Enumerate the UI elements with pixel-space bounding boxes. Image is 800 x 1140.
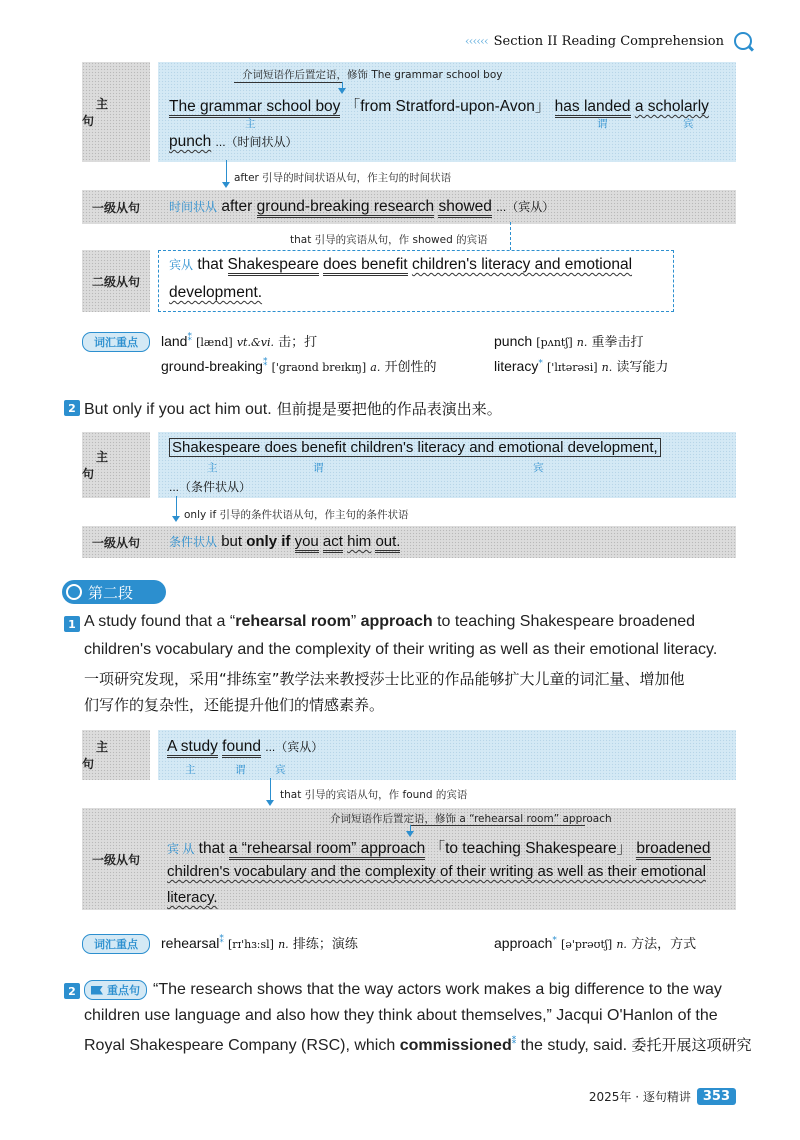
vocab-badge-2: 词汇重点 [82, 934, 150, 954]
para-1-zh-1: 一项研究发现，采用“排练室”教学法来教授莎士比亚的作品能够扩大儿童的词汇量、增加他 [84, 670, 685, 688]
conj-after: after [221, 198, 253, 215]
predicate-phrase: has landed [555, 98, 631, 118]
arrow-down-3b [410, 825, 411, 835]
sub1-hint: ...（宾从） [496, 200, 555, 214]
note-postmodifier-1: 介词短语作后置定语，修饰 The grammar school boy [242, 69, 503, 81]
gram-subj-3: 主 [185, 764, 196, 776]
arrow-down-3 [270, 778, 271, 804]
label-sub1-2: 一级从句 [91, 535, 140, 550]
tag-time-clause: 时间状从 [169, 200, 218, 214]
sub1-sentence-3-line2: children's vocabulary and the complexity of their writing as well as their emotional [167, 863, 706, 880]
vocab-item-punch: punch [pʌntʃ] n. 重拳击打 [494, 333, 644, 350]
note-postmodifier-3: 介词短语作后置定语，修饰 a “rehearsal room” approach [330, 813, 612, 825]
para-number-1: 1 [64, 616, 80, 632]
para-2-line-3: Royal Shakespeare Company (RSC), which commissioned⁑ the study, said. 委托开展这项研究 [84, 1035, 752, 1054]
tag-condition-clause: 条件状从 [169, 535, 218, 549]
dash-connector-1 [510, 222, 511, 250]
conj-that: that [197, 256, 224, 273]
sentence-2 [84, 398, 502, 419]
postmodifier-phrase: 「from Stratford-upon-Avon」 [344, 98, 551, 115]
bracket-line-1 [234, 82, 342, 83]
sub2-sentence [169, 256, 632, 274]
sub2-object-end: development. [169, 284, 263, 301]
vocab-item-ground-breaking: ground-breaking⁑ ['graʊnd breɪkɪŋ] a. 开创性的 [161, 358, 437, 375]
arrow-down-1b [226, 160, 227, 186]
vocab-item-literacy: literacy* ['lɪtərəsi] n. 读写能力 [494, 358, 669, 375]
page-number: 353 [697, 1088, 736, 1105]
sub1-predicate: showed [438, 198, 491, 218]
vocab-item-rehearsal: rehearsal⁑ [rɪ'hɜːsl] n. 排练；演练 [161, 935, 358, 952]
arrow-down-2 [176, 496, 177, 520]
main-2-hint: ...（条件状从） [169, 480, 252, 494]
para-1-zh-2: 们写作的复杂性，还能提升他们的情感素养。 [84, 696, 385, 714]
sub1-sentence-3-line3: literacy. [167, 889, 218, 906]
gram-pred-3: 谓 [235, 764, 246, 776]
sub1-sentence-1 [169, 198, 554, 216]
main-sentence-1 [169, 94, 709, 116]
object-phrase: a scholarly [634, 98, 709, 115]
sub1-sentence-3: 宾 从 that a “rehearsal room” approach 「to teaching Shakespeare」 broadened [167, 836, 711, 858]
running-header [465, 32, 752, 50]
arrow-down-1a [342, 82, 343, 92]
para-1-line-2: children's vocabulary and the complexity of their writing as well as their emotional literacy. [84, 641, 718, 658]
sub2-sentence-line2 [169, 284, 262, 302]
label-sub1-3: 一级从句 [91, 852, 140, 867]
gram-obj-2: 宾 [533, 462, 544, 474]
flag-icon [91, 986, 103, 995]
main-sentence-3: A study found ...（宾从） [167, 738, 323, 756]
para-number-2: 2 [64, 983, 80, 999]
gram-pred-1: 谓 [597, 118, 608, 130]
vocab-item-approach: approach* [ə'prəʊtʃ] n. 方法，方式 [494, 935, 697, 952]
label-main-2: 主 句 [82, 450, 123, 481]
sentence-2-en: But only if you act him out. [84, 401, 272, 418]
main-sentence-2: Shakespeare does benefit children's literacy and emotional development, [169, 438, 661, 457]
gram-subj-2: 主 [207, 462, 218, 474]
sentence-2-zh: 但前提是要把他的作品表演出来。 [276, 400, 502, 418]
page-footer [589, 1088, 736, 1105]
bracket-line-3 [410, 825, 585, 826]
object-punch: punch [169, 133, 212, 150]
label-sub1-1: 一级从句 [91, 200, 140, 215]
footer-text: 2025年 · 逐句精讲 [588, 1090, 691, 1104]
para-2-line-1: 重点句 “The research shows that the way actors work makes a big difference to the way [84, 980, 722, 1000]
section-title: 第二段 [88, 583, 134, 602]
main-sentence-1-line2 [169, 133, 298, 151]
sub2-object: children's literacy and emotional [411, 256, 633, 273]
magnifier-icon [734, 32, 752, 50]
gram-obj-3: 宾 [275, 764, 286, 776]
note-object-clause-3: that 引导的宾语从句，作 found 的宾语 [280, 789, 468, 801]
sub1-sentence-2: 条件状从 but only if you act him out. [169, 533, 400, 550]
section-title-pill [62, 580, 166, 604]
label-main-1: 主 句 [82, 97, 123, 128]
note-object-clause-1: that 引导的宾语从句，作 showed 的宾语 [290, 234, 488, 246]
sentence-number-2: 2 [64, 400, 80, 416]
gram-subj-1: 主 [245, 118, 256, 130]
key-sentence-tag: 重点句 [84, 980, 147, 1000]
sub2-subject: Shakespeare [228, 256, 319, 276]
para-2-line-2: children use language and also how they think about themselves,” Jacqui O'Hanlon of the [84, 1007, 718, 1024]
label-main-3: 主 句 [82, 740, 123, 771]
vocab-item-land: land⁑ [lænd] vt.&vi. 击；打 [161, 333, 318, 350]
header-title: Section II Reading Comprehension [493, 33, 724, 49]
note-condition-clause: only if 引导的条件状语从句，作主句的条件状语 [184, 509, 409, 521]
para-1-line-1: A study found that a “rehearsal room” approach to teaching Shakespeare broadened [84, 613, 696, 630]
clause-hint: ...（时间状从） [215, 135, 298, 149]
label-sub2: 二级从句 [91, 274, 140, 289]
sub2-predicate: does benefit [323, 256, 407, 276]
chevrons-icon: ‹‹‹‹‹‹ [464, 34, 488, 48]
section-magnifier-icon [66, 584, 82, 600]
tag-object-clause: 宾从 [169, 258, 194, 272]
gram-obj-1: 宾 [683, 118, 694, 130]
vocab-badge-1: 词汇重点 [82, 332, 150, 352]
note-time-clause: after 引导的时间状语从句，作主句的时间状语 [234, 172, 452, 184]
gram-pred-2: 谓 [313, 462, 324, 474]
subject-phrase: The grammar school boy [169, 98, 340, 118]
sub1-subject: ground-breaking research [257, 198, 435, 218]
